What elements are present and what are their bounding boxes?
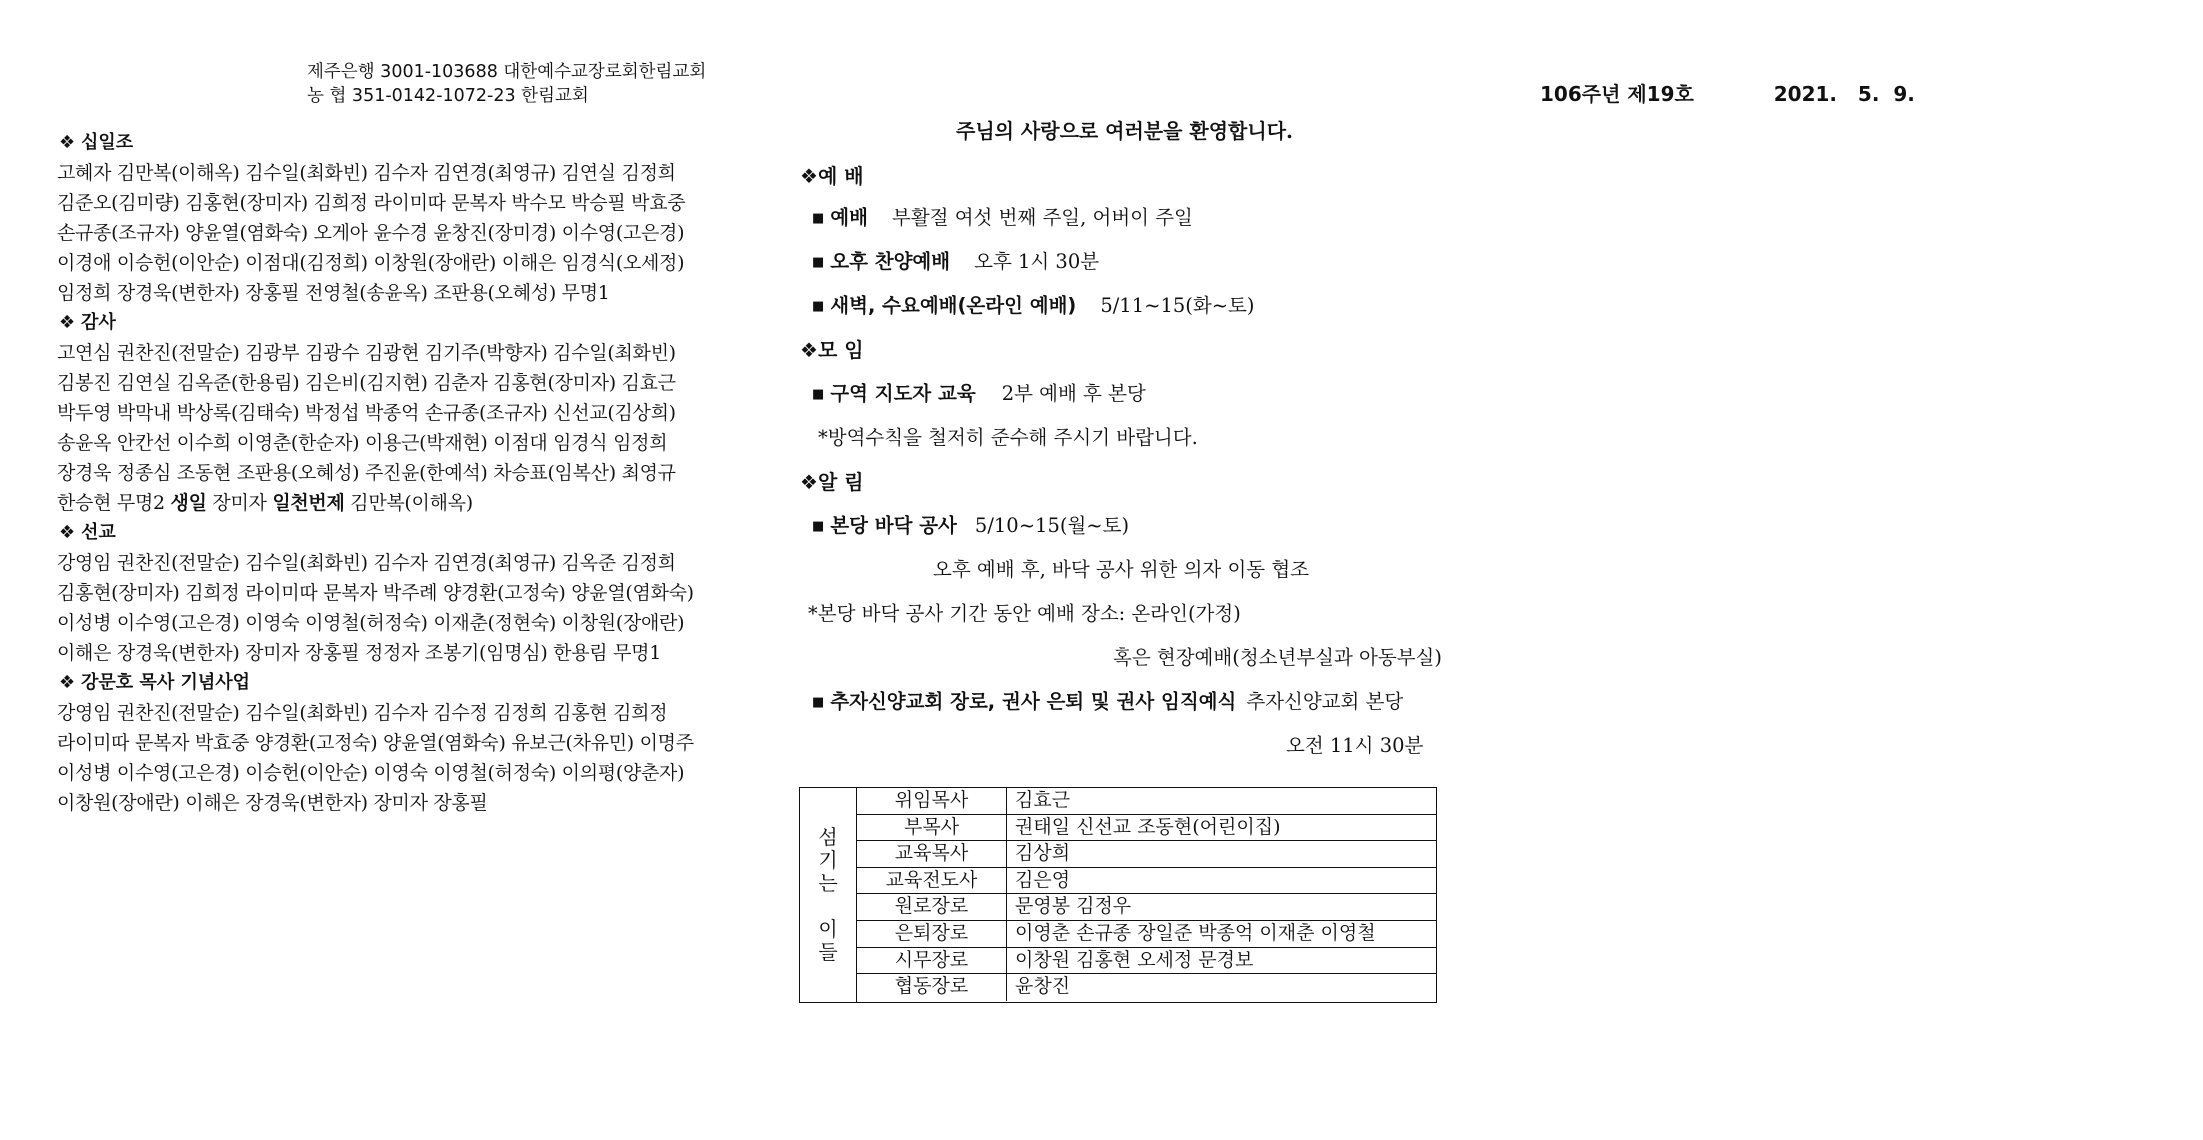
worship-item: ■ 예배 부활절 여섯 번째 주일, 어버이 주일 <box>812 206 1193 229</box>
meeting-heading: ❖모 임 <box>800 338 864 362</box>
mission-line: 이해은 장경욱(변한자) 장미자 장홍필 정정자 조봉기(임명심) 한용림 무명1 <box>57 642 661 664</box>
tithe-line: 손규종(조규자) 양윤열(염화숙) 오게아 윤수경 윤창진(장미경) 이수영(고은경) <box>57 222 685 244</box>
square-bullet-icon: ■ <box>812 695 825 710</box>
notice-note: *본당 바닥 공사 기간 동안 예배 장소: 온라인(가정) <box>808 602 1241 625</box>
names-cell: 김은영 <box>1015 868 1071 891</box>
tithe-line: 임정희 장경욱(변한자) 장홍필 전영철(송윤옥) 조판용(오혜성) 무명1 <box>57 282 610 304</box>
tithe-line: 이경애 이승헌(이안순) 이점대(김정희) 이창원(장애란) 이해은 임경식(오세정) <box>57 252 685 274</box>
table-row <box>857 948 1436 975</box>
welcome-message: 주님의 사랑으로 여러분을 환영합니다. <box>956 119 1293 143</box>
birthday-label: 생일 <box>170 492 207 514</box>
notice-item: ■ 추자신양교회 장로, 권사 은퇴 및 권사 임직예식 추자신양교회 본당 <box>812 690 1404 713</box>
diamond-bullet-icon: ❖ <box>800 164 818 188</box>
role-cell: 은퇴장로 <box>857 921 1007 947</box>
notice-heading: ❖알 림 <box>800 470 864 494</box>
issue-header <box>1540 78 1915 107</box>
notice-note-2: 혹은 현장예배(청소년부실과 아동부실) <box>1113 646 1443 669</box>
thanks-line: 고연심 권찬진(전말순) 김광부 김광수 김광현 김기주(박향자) 김수일(최화빈) <box>57 342 676 364</box>
memorial-line: 이창원(장애란) 이해은 장경욱(변한자) 장미자 장홍필 <box>57 792 488 814</box>
worship-item: ■ 오후 찬양예배 오후 1시 30분 <box>812 250 1100 273</box>
offerings-column <box>57 128 712 818</box>
role-cell: 교육전도사 <box>857 868 1007 894</box>
diamond-bullet-icon: ❖ <box>800 470 818 494</box>
servants-table <box>799 787 1437 1003</box>
mission-line: 강영임 권찬진(전말순) 김수일(최화빈) 김수자 김연경(최영규) 김옥준 김정희 <box>57 552 676 574</box>
servants-side-label: 섬 기 는 이 들 <box>800 788 857 1002</box>
section-thanks-heading: ❖ 감사 <box>57 308 712 338</box>
memorial-line: 강영임 권찬진(전말순) 김수일(최화빈) 김수자 김수정 김정희 김홍현 김희정 <box>57 702 668 724</box>
role-cell: 시무장로 <box>857 948 1007 974</box>
table-row <box>857 974 1436 1001</box>
table-row <box>857 788 1436 815</box>
thanks-line-last: 한승현 무명2 생일 장미자 일천번제 김만복(이해옥) <box>57 492 473 514</box>
square-bullet-icon: ■ <box>812 519 825 534</box>
meeting-item: ■ 구역 지도자 교육 2부 예배 후 본당 <box>812 382 1146 405</box>
names-cell: 윤창진 <box>1015 975 1071 998</box>
issue-number: 106주년 제19호 <box>1540 82 1694 106</box>
table-row <box>857 815 1436 842</box>
memorial-line: 라이미따 문복자 박효중 양경환(고정숙) 양윤열(염화숙) 유보근(차유민) 이명주 <box>57 732 694 754</box>
servants-rows <box>857 788 1436 1002</box>
square-bullet-icon: ■ <box>812 387 825 402</box>
names-cell: 문영봉 김정우 <box>1015 895 1132 918</box>
table-row <box>857 841 1436 868</box>
notice-subline: 오전 11시 30분 <box>1286 734 1424 757</box>
bank-account-1: 제주은행 3001-103688 대한예수교장로회한림교회 <box>307 62 707 82</box>
role-cell: 원로장로 <box>857 894 1007 920</box>
tithe-line: 고혜자 김만복(이해옥) 김수일(최화빈) 김수자 김연경(최영규) 김연실 김정희 <box>57 162 676 184</box>
role-cell: 부목사 <box>857 815 1007 841</box>
diamond-bullet-icon: ❖ <box>800 338 818 362</box>
section-mission-heading: ❖ 선교 <box>57 518 712 548</box>
square-bullet-icon: ■ <box>812 299 825 314</box>
first-offering-label: 일천번제 <box>272 492 345 514</box>
names-cell: 이창원 김홍현 오세정 문경보 <box>1015 948 1254 971</box>
names-cell: 김효근 <box>1015 789 1071 811</box>
names-cell: 이영춘 손규종 장일준 박종억 이재춘 이영철 <box>1015 921 1376 944</box>
memorial-line: 이성병 이수영(고은경) 이승헌(이안순) 이영숙 이영철(허정숙) 이의평(양춘자) <box>57 762 685 784</box>
diamond-bullet-icon: ❖ <box>59 672 76 693</box>
tithe-line: 김준오(김미량) 김홍현(장미자) 김희정 라이미따 문복자 박수모 박승필 박효중 <box>57 192 686 214</box>
section-memorial-heading: ❖ 강문호 목사 기념사업 <box>57 668 712 698</box>
meeting-note: *방역수칙을 철저히 준수해 주시기 바랍니다. <box>818 426 1198 449</box>
worship-heading: ❖예 배 <box>800 164 864 188</box>
thanks-line: 송윤옥 안칸선 이수희 이영춘(한순자) 이용근(박재현) 이점대 임경식 임정희 <box>57 432 668 454</box>
issue-date: 2021. 5. 9. <box>1773 82 1915 106</box>
bank-accounts <box>307 60 706 108</box>
square-bullet-icon: ■ <box>812 255 825 270</box>
thanks-line: 장경욱 정종심 조동현 조판용(오혜성) 주진윤(한예석) 차승표(임복산) 최영규 <box>57 462 676 484</box>
table-row <box>857 921 1436 948</box>
bank-account-2: 농 협 351-0142-1072-23 한림교회 <box>307 86 589 106</box>
mission-line: 이성병 이수영(고은경) 이영숙 이영철(허정숙) 이재춘(정현숙) 이창원(장애란) <box>57 612 685 634</box>
notice-subline: 오후 예배 후, 바닥 공사 위한 의자 이동 협조 <box>933 558 1310 581</box>
notice-item: ■ 본당 바닥 공사 5/10~15(월~토) <box>812 514 1130 537</box>
mission-line: 김홍현(장미자) 김희정 라이미따 문복자 박주례 양경환(고정숙) 양윤열(염화숙) <box>57 582 694 604</box>
section-tithe-heading: ❖ 십일조 <box>57 128 712 158</box>
diamond-bullet-icon: ❖ <box>59 522 76 543</box>
square-bullet-icon: ■ <box>812 211 825 226</box>
role-cell: 협동장로 <box>857 974 1007 1001</box>
role-cell: 위임목사 <box>857 788 1007 814</box>
names-cell: 김상희 <box>1015 842 1071 865</box>
names-cell: 권태일 신선교 조동현(어린이집) <box>1015 815 1281 838</box>
diamond-bullet-icon: ❖ <box>59 132 76 153</box>
thanks-line: 김봉진 김연실 김옥준(한용림) 김은비(김지현) 김춘자 김홍현(장미자) 김효근 <box>57 372 676 394</box>
role-cell: 교육목사 <box>857 841 1007 867</box>
thanks-line: 박두영 박막내 박상록(김태숙) 박정섭 박종억 손규종(조규자) 신선교(김상희) <box>57 402 676 424</box>
worship-item: ■ 새벽, 수요예배(온라인 예배) 5/11~15(화~토) <box>812 294 1255 317</box>
table-row <box>857 894 1436 921</box>
diamond-bullet-icon: ❖ <box>59 312 76 333</box>
table-row <box>857 868 1436 895</box>
